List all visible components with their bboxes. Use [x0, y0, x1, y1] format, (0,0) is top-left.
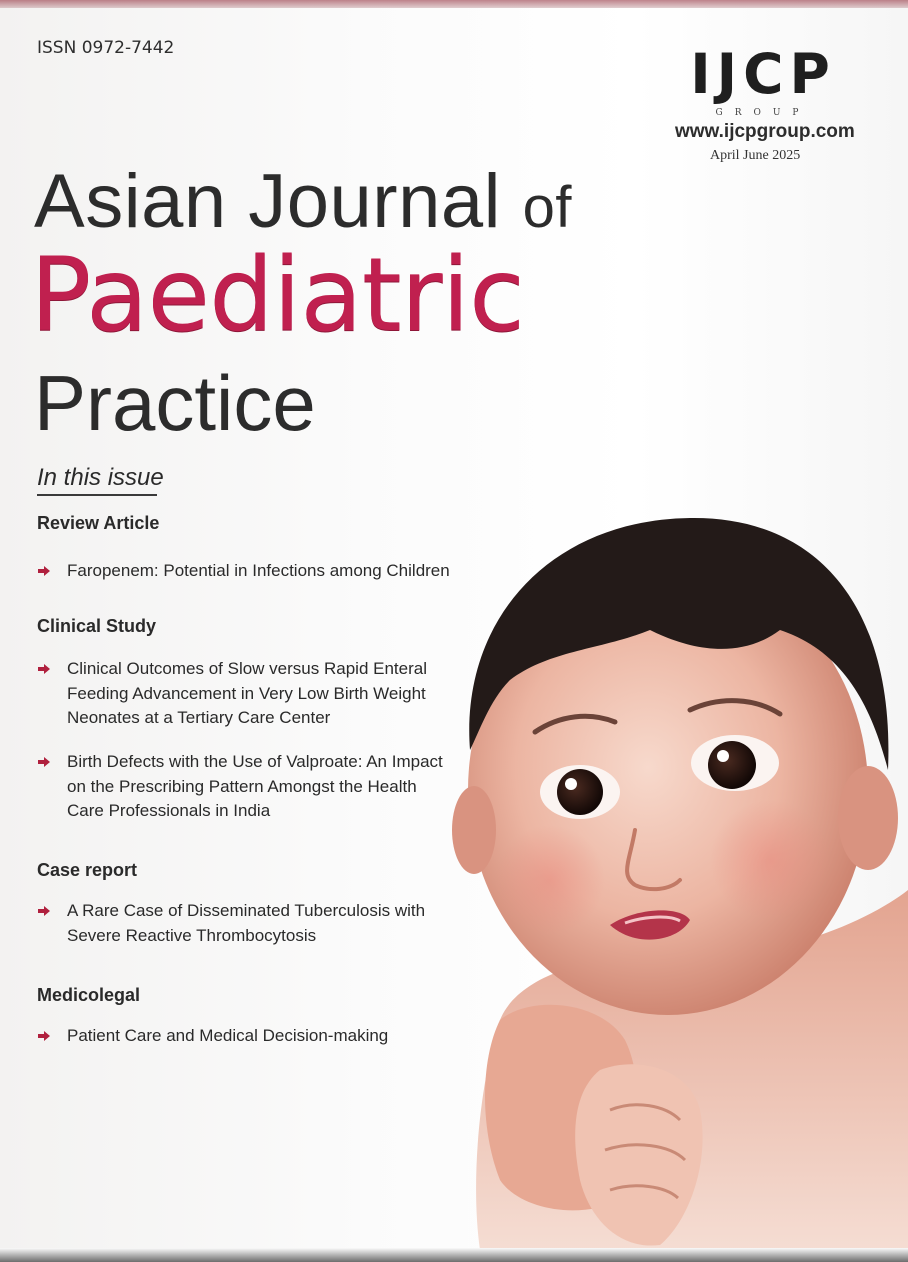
contents-item: [37, 899, 457, 948]
section-heading: Clinical Study: [37, 616, 157, 636]
journal-title-line3: Practice: [34, 359, 316, 447]
contents-item: [37, 559, 457, 584]
logo-subtitle: GROUP: [715, 108, 811, 118]
issn-number: ISSN 0972-7442: [37, 38, 175, 58]
title-main: Asian Journal: [34, 159, 501, 244]
item-title: A Rare Case of Disseminated Tuberculosis with Severe Reactive Thrombocytosis: [67, 901, 426, 945]
item-title: Birth Defects with the Use of Valproate: An Impact on the Prescribing Pattern Amongst the Health Care Professionals in India: [67, 752, 443, 820]
section-heading: Case report: [37, 860, 138, 880]
heading-underline: [37, 494, 157, 496]
issue-date: April June 2025: [710, 148, 801, 163]
arrow-right-icon: [37, 1029, 51, 1043]
journal-title-line2: Paediatric: [30, 236, 525, 355]
in-this-issue-heading: In this issue: [37, 464, 164, 491]
bottom-edge: [0, 1248, 908, 1262]
baby-photo-icon: [440, 500, 908, 1250]
item-title: Patient Care and Medical Decision-making: [67, 1026, 389, 1045]
title-of: of: [522, 175, 572, 240]
item-title: Faropenem: Potential in Infections among Children: [67, 561, 450, 580]
contents-item: [37, 657, 457, 731]
section-heading: Medicolegal: [37, 985, 141, 1005]
arrow-right-icon: [37, 564, 51, 578]
website-url: www.ijcpgroup.com: [675, 121, 855, 142]
contents-item: [37, 1024, 457, 1049]
arrow-right-icon: [37, 904, 51, 918]
arrow-right-icon: [37, 755, 51, 769]
item-title: Clinical Outcomes of Slow versus Rapid Enteral Feeding Advancement in Very Low Birth Weight Neonates at a Tertiary Care Center: [67, 659, 427, 727]
contents-item: [37, 750, 457, 824]
section-heading: Review Article: [37, 513, 160, 533]
journal-title-line1: [34, 158, 572, 245]
top-edge: [0, 0, 908, 8]
arrow-right-icon: [37, 662, 51, 676]
ijcp-logo: [668, 44, 858, 118]
logo-mark: IJCP: [690, 42, 836, 106]
